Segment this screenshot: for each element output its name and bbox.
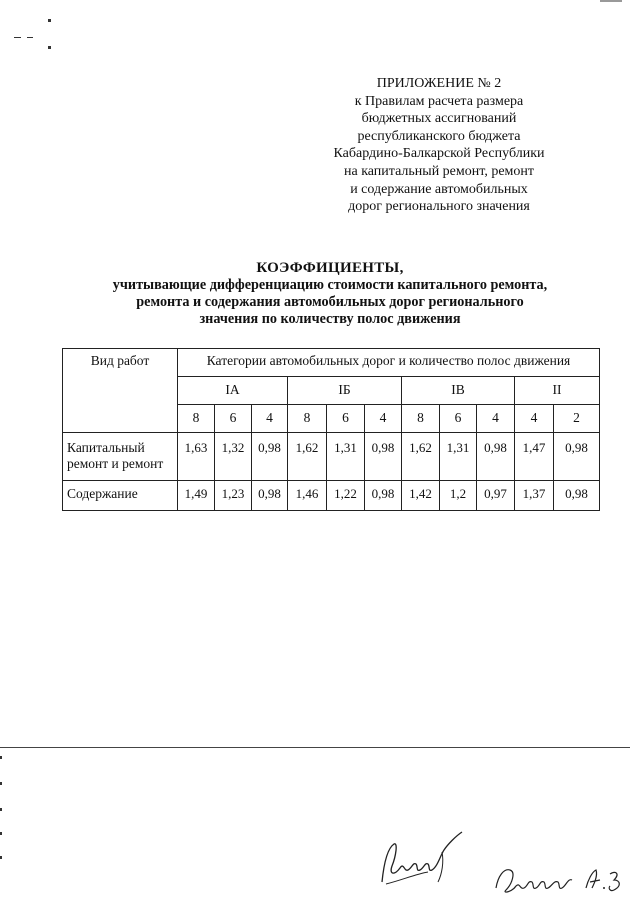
lane-count-header: 2 (554, 405, 600, 433)
categories-header: Категории автомобильных дорог и количество полос движения (178, 349, 600, 377)
heading-subtitle-line: значения по количеству полос движения (199, 311, 461, 327)
coefficient-cell: 1,62 (288, 433, 327, 481)
signature-left (372, 822, 482, 894)
scan-mark (27, 37, 33, 38)
lane-count-header: 4 (365, 405, 402, 433)
category-header: IA (178, 377, 288, 405)
coefficient-cell: 1,37 (515, 481, 554, 511)
coefficient-cell: 1,32 (215, 433, 252, 481)
work-type-cell: Капитальный ремонт и ремонт (63, 433, 178, 481)
category-header: IB (402, 377, 515, 405)
scan-mark (14, 37, 21, 38)
coefficient-cell: 1,22 (327, 481, 365, 511)
appendix-line: на капитальный ремонт, ремонт (343, 163, 534, 179)
coefficient-cell: 0,98 (365, 433, 402, 481)
lane-count-header: 6 (440, 405, 477, 433)
appendix-line: республиканского бюджета (357, 128, 521, 144)
appendix-line: к Правилам расчета размера (354, 93, 524, 109)
scan-mark (48, 19, 51, 22)
coefficient-cell: 1,62 (402, 433, 440, 481)
table-row (63, 481, 600, 511)
coefficient-cell: 0,97 (477, 481, 515, 511)
lane-count-header: 8 (288, 405, 327, 433)
scan-mark (600, 0, 622, 2)
coefficient-cell: 0,98 (365, 481, 402, 511)
work-type-cell: Содержание (63, 481, 178, 511)
lane-count-header: 4 (515, 405, 554, 433)
lane-count-header: 4 (252, 405, 288, 433)
scan-mark (0, 756, 2, 759)
heading-subtitle-line: ремонта и содержания автомобильных дорог регионального (136, 294, 524, 310)
lane-count-header: 6 (215, 405, 252, 433)
coefficient-cell: 0,98 (252, 481, 288, 511)
page-divider (0, 747, 630, 748)
coefficient-cell: 1,46 (288, 481, 327, 511)
coefficient-cell: 0,98 (554, 481, 600, 511)
scan-mark (0, 782, 2, 785)
lane-count-header: 8 (402, 405, 440, 433)
coefficient-cell: 0,98 (554, 433, 600, 481)
category-header: IБ (288, 377, 402, 405)
heading-subtitle-line: учитывающие дифференциацию стоимости капитального ремонта, (112, 277, 548, 293)
heading-title: КОЭФФИЦИЕНТЫ, (256, 260, 404, 276)
coefficient-cell: 0,98 (477, 433, 515, 481)
scan-mark (0, 808, 2, 811)
table-row (63, 433, 600, 481)
scan-mark (48, 46, 51, 49)
coefficient-cell: 1,31 (327, 433, 365, 481)
appendix-title: ПРИЛОЖЕНИЕ № 2 (376, 76, 502, 91)
work-type-header: Вид работ (63, 349, 178, 433)
coefficients-table (62, 348, 600, 511)
lane-count-header: 6 (327, 405, 365, 433)
appendix-line: бюджетных ассигнований (361, 111, 517, 127)
coefficient-cell: 0,98 (252, 433, 288, 481)
lane-count-header: 8 (178, 405, 215, 433)
appendix-line: и содержание автомобильных (350, 181, 528, 197)
document-heading (60, 260, 600, 328)
coefficient-cell: 1,63 (178, 433, 215, 481)
appendix-block (300, 75, 578, 216)
signature-right (490, 858, 630, 900)
coefficient-cell: 1,31 (440, 433, 477, 481)
coefficient-cell: 1,47 (515, 433, 554, 481)
appendix-line: дорог регионального значения (348, 199, 530, 215)
coefficient-cell: 1,49 (178, 481, 215, 511)
scan-mark (0, 856, 2, 859)
appendix-line: Кабардино-Балкарской Республики (333, 146, 545, 162)
lane-count-header: 4 (477, 405, 515, 433)
coefficient-cell: 1,42 (402, 481, 440, 511)
scan-mark (0, 832, 2, 835)
coefficient-cell: 1,2 (440, 481, 477, 511)
coefficient-cell: 1,23 (215, 481, 252, 511)
category-header: II (515, 377, 600, 405)
